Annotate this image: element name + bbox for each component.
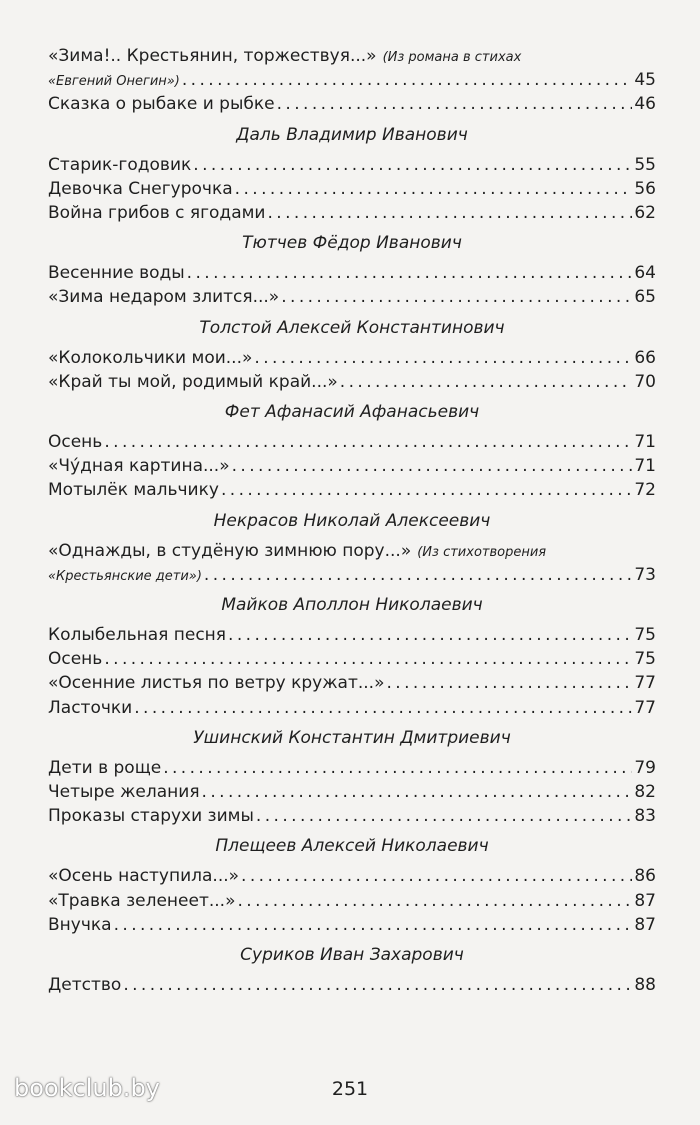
dot-leader: [256, 804, 632, 828]
entry-title: «Травка зеленеет...»: [48, 890, 236, 911]
entry-title: «Зима недаром злится...»: [48, 287, 280, 308]
entry-page-number: 45: [634, 70, 656, 91]
dot-leader: [340, 370, 633, 394]
entry-title: «Осенние листья по ветру кружат...»: [48, 673, 385, 694]
entry-page-number: 62: [634, 203, 656, 223]
entry-page-number: 87: [634, 914, 656, 935]
dot-leader: [187, 261, 633, 285]
entry-page-number: 71: [634, 432, 656, 452]
entry-page-number: 77: [634, 673, 656, 694]
dot-leader: [202, 780, 633, 804]
entry-title: Сказка о рыбаке и рыбке: [48, 94, 275, 115]
entry-page-number: 75: [634, 625, 656, 645]
toc-entry: [48, 68, 656, 92]
dot-leader: [237, 889, 632, 913]
author-heading: Майков Аполлон Николаевич: [221, 595, 483, 615]
dot-leader: [123, 973, 632, 997]
toc-entry: [48, 201, 656, 225]
entry-page-number: 87: [634, 890, 656, 911]
dot-leader: [277, 92, 633, 116]
toc-entry: [48, 153, 656, 177]
entry-page-number: 72: [634, 480, 656, 501]
dot-leader: [267, 201, 632, 225]
dot-leader: [204, 563, 632, 587]
toc-entry: [48, 780, 656, 804]
author-heading: Некрасов Николай Алексеевич: [213, 510, 491, 531]
entry-title: Колыбельная песня: [48, 625, 227, 645]
entry-page-number: 79: [634, 757, 656, 778]
entry-page-number: 88: [634, 975, 656, 995]
toc-entry: [48, 346, 656, 370]
entry-page-number: 77: [634, 697, 656, 718]
entry-page-number: 70: [634, 371, 656, 392]
entry-title: Девочка Снегурочка: [48, 178, 233, 199]
toc-entry: [48, 370, 656, 394]
toc-entry: [48, 647, 656, 671]
author-heading: Фет Афанасий Афанасьевич: [224, 402, 480, 422]
dot-leader: [134, 696, 632, 720]
toc-entry: [48, 804, 656, 828]
entry-title: Осень: [48, 649, 103, 670]
entry-title: Дети в роще: [48, 757, 162, 778]
toc-entry: [48, 177, 656, 201]
toc-entry: [48, 563, 656, 587]
entry-title: Весенние воды: [48, 263, 185, 284]
dot-leader: [235, 177, 633, 201]
entry-title: Детство: [48, 975, 122, 995]
toc-entry: [48, 696, 656, 720]
entry-note: «Евгений Онегин»): [48, 74, 180, 90]
page-number: 251: [331, 1078, 369, 1100]
entry-title: «Зима!.. Крестьянин, торжествуя...»: [48, 46, 377, 66]
toc-entry: [48, 539, 656, 563]
dot-leader: [193, 153, 632, 177]
dot-leader: [104, 430, 632, 454]
entry-title: «Осень наступила...»: [48, 866, 240, 887]
toc-entry: [48, 454, 656, 478]
entry-title: Мотылёк мальчику: [48, 480, 219, 501]
dot-leader: [104, 647, 632, 671]
toc-entry: [48, 973, 656, 997]
dot-leader: [254, 346, 632, 370]
entry-page-number: 83: [634, 806, 656, 827]
dot-leader: [281, 285, 632, 309]
author-heading: Ушинский Константин Дмитриевич: [193, 727, 511, 748]
entry-title: Внучка: [48, 914, 112, 935]
author-heading: Суриков Иван Захарович: [240, 945, 464, 965]
entry-page-number: 86: [634, 866, 656, 887]
dot-leader: [232, 454, 633, 478]
entry-note: (Из романа в стихах: [382, 50, 522, 65]
entry-page-number: 46: [634, 94, 656, 115]
entry-page-number: 65: [634, 287, 656, 308]
entry-page-number: 71: [634, 456, 656, 477]
entry-title: Война грибов с ягодами: [48, 203, 266, 223]
entry-note: (Из стихотворения: [417, 544, 547, 560]
author-heading: Толстой Алексей Константинович: [199, 317, 505, 338]
entry-title: Четыре желания: [48, 782, 200, 802]
dot-leader: [114, 913, 633, 937]
entry-page-number: 64: [634, 263, 656, 284]
toc-entry: [48, 478, 656, 502]
toc-entry: [48, 913, 656, 937]
dot-leader: [163, 756, 632, 780]
entry-page-number: 75: [634, 649, 656, 670]
entry-title: «Край ты мой, родимый край...»: [48, 371, 338, 392]
author-heading: Даль Владимир Иванович: [236, 124, 468, 145]
author-heading: Плещеев Алексей Николаевич: [215, 836, 489, 857]
entry-title: «Чу́дная картина...»: [48, 456, 230, 477]
toc-entry: [48, 430, 656, 454]
watermark: bookclub.by: [14, 1074, 160, 1102]
toc-entry: [48, 756, 656, 780]
toc-entry: [48, 671, 656, 695]
entry-page-number: 73: [634, 564, 656, 585]
entry-title: Старик-годовик: [48, 154, 192, 175]
entry-title: «Однажды, в студёную зимнюю пору...»: [48, 540, 412, 561]
toc-entry: [48, 623, 656, 647]
author-heading: Тютчев Фёдор Иванович: [242, 233, 462, 254]
toc-entry: [48, 889, 656, 913]
toc-entry: [48, 44, 656, 68]
dot-leader: [386, 671, 632, 695]
entry-page-number: 56: [634, 178, 656, 199]
entry-page-number: 55: [634, 154, 656, 175]
toc-entry: [48, 285, 656, 309]
entry-note: «Крестьянские дети»): [48, 568, 202, 584]
entry-page-number: 82: [634, 782, 656, 802]
toc-entry: [48, 261, 656, 285]
entry-title: Ласточки: [48, 697, 133, 718]
dot-leader: [182, 68, 632, 92]
entry-title: Осень: [48, 432, 103, 452]
entry-title: «Колокольчики мои...»: [48, 347, 253, 368]
toc-entry: [48, 92, 656, 116]
dot-leader: [228, 623, 632, 647]
dot-leader: [221, 478, 632, 502]
dot-leader: [241, 864, 632, 888]
toc-entry: [48, 864, 656, 888]
entry-title: Проказы старухи зимы: [48, 806, 254, 827]
entry-page-number: 66: [634, 347, 656, 368]
